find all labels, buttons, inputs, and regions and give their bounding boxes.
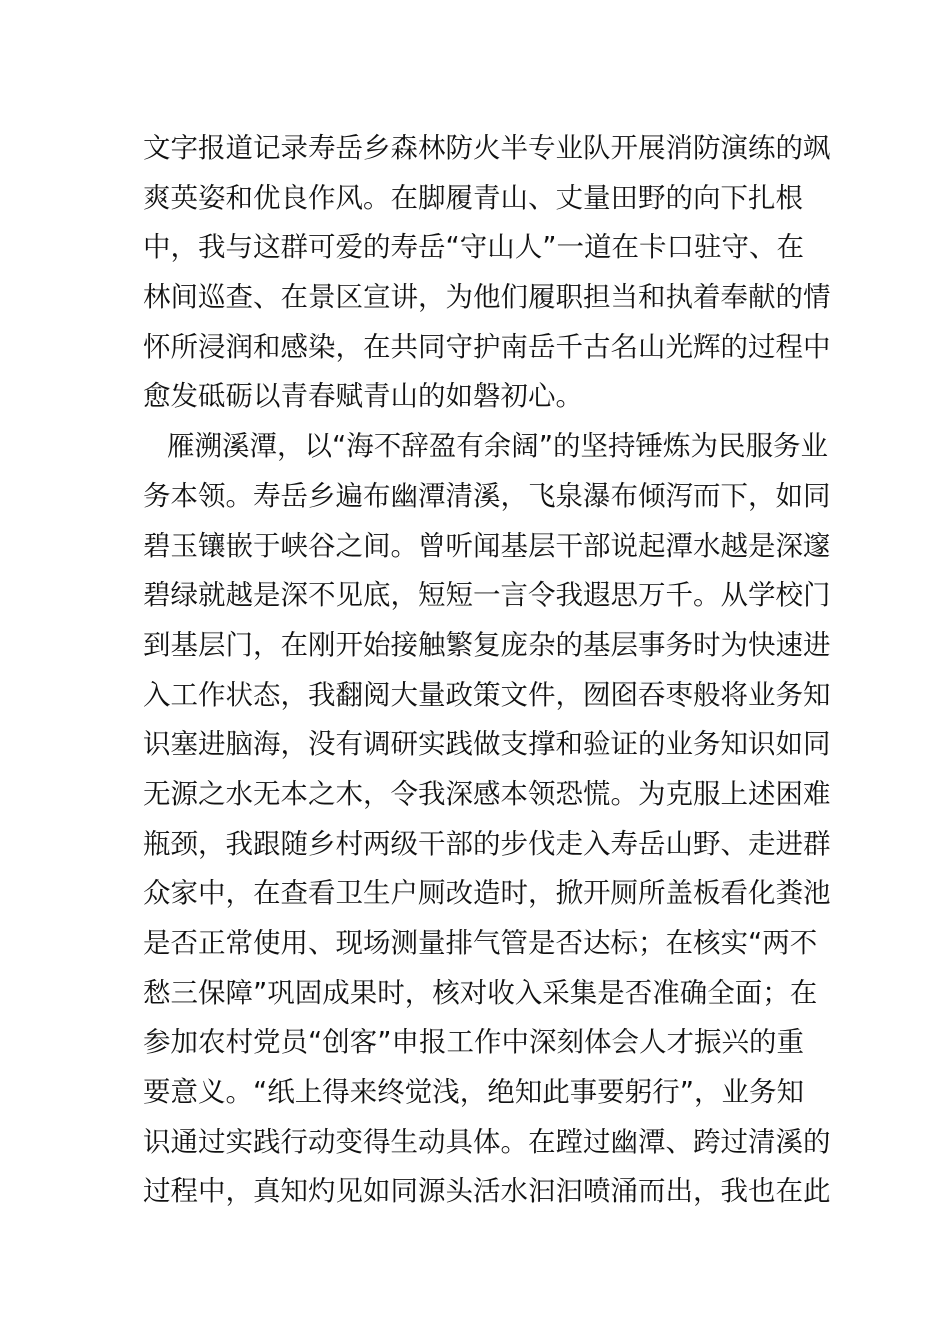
paragraph-2-line-5: 到基层门，在刚开始接触繁复庞杂的基层事务时为快速进 bbox=[143, 628, 831, 661]
paragraph-1-line-6: 愈发砥砺以青春赋青山的如磐初心。 bbox=[143, 380, 583, 413]
paragraph-2-line-4: 碧绿就越是深不见底，短短一言令我遐思万千。从学校门 bbox=[143, 579, 831, 612]
paragraph-2-line-3: 碧玉镶嵌于峡谷之间。曾听闻基层干部说起潭水越是深邃 bbox=[143, 529, 831, 562]
paragraph-1-line-1: 文字报道记录寿岳乡森林防火半专业队开展消防演练的飒 bbox=[143, 132, 831, 164]
paragraph-2-line-9: 瓶颈，我跟随乡村两级干部的步伐走入寿岳山野、走进群 bbox=[143, 827, 831, 860]
paragraph-2-line-16: 过程中，真知灼见如同源头活水汩汩喷涌而出，我也在此 bbox=[143, 1175, 831, 1208]
paragraph-2-line-13: 参加农村党员“创客”申报工作中深刻体会人才振兴的重 bbox=[143, 1026, 804, 1059]
paragraph-1-line-5: 怀所浸润和感染，在共同守护南岳千古名山光辉的过程中 bbox=[143, 330, 831, 363]
paragraph-1 bbox=[143, 124, 831, 422]
paragraph-2-line-15: 识通过实践行动变得生动具体。在蹚过幽潭、跨过清溪的 bbox=[143, 1125, 831, 1158]
paragraph-2-line-1: 雁溯溪潭，以“海不辞盈有余阔”的坚持锤炼为民服务业 bbox=[167, 430, 828, 463]
paragraph-2 bbox=[143, 422, 831, 1217]
paragraph-2-line-14: 要意义。“纸上得来终觉浅，绝知此事要躬行”，业务知 bbox=[143, 1076, 804, 1109]
paragraph-1-line-4: 林间巡查、在景区宣讲，为他们履职担当和执着奉献的情 bbox=[143, 281, 831, 314]
document-body bbox=[143, 124, 831, 1217]
paragraph-2-line-10: 众家中，在查看卫生户厕改造时，掀开厕所盖板看化粪池 bbox=[143, 877, 831, 910]
paragraph-2-line-12: 愁三保障”巩固成果时，核对收入采集是否准确全面；在 bbox=[143, 976, 818, 1009]
paragraph-1-line-2: 爽英姿和优良作风。在脚履青山、丈量田野的向下扎根 bbox=[143, 181, 803, 214]
paragraph-2-line-7: 识塞进脑海，没有调研实践做支撑和验证的业务知识如同 bbox=[143, 728, 831, 761]
paragraph-2-line-8: 无源之水无本之木，令我深感本领恐慌。为克服上述困难 bbox=[143, 777, 831, 810]
paragraph-2-line-6: 入工作状态，我翻阅大量政策文件，囫囵吞枣般将业务知 bbox=[143, 678, 831, 711]
paragraph-2-line-11: 是否正常使用、现场测量排气管是否达标；在核实“两不 bbox=[143, 927, 818, 959]
paragraph-1-line-3: 中，我与这群可爱的寿岳“守山人”一道在卡口驻守、在 bbox=[143, 231, 804, 264]
paragraph-2-line-2: 务本领。寿岳乡遍布幽潭清溪，飞泉瀑布倾泻而下，如同 bbox=[143, 479, 831, 512]
